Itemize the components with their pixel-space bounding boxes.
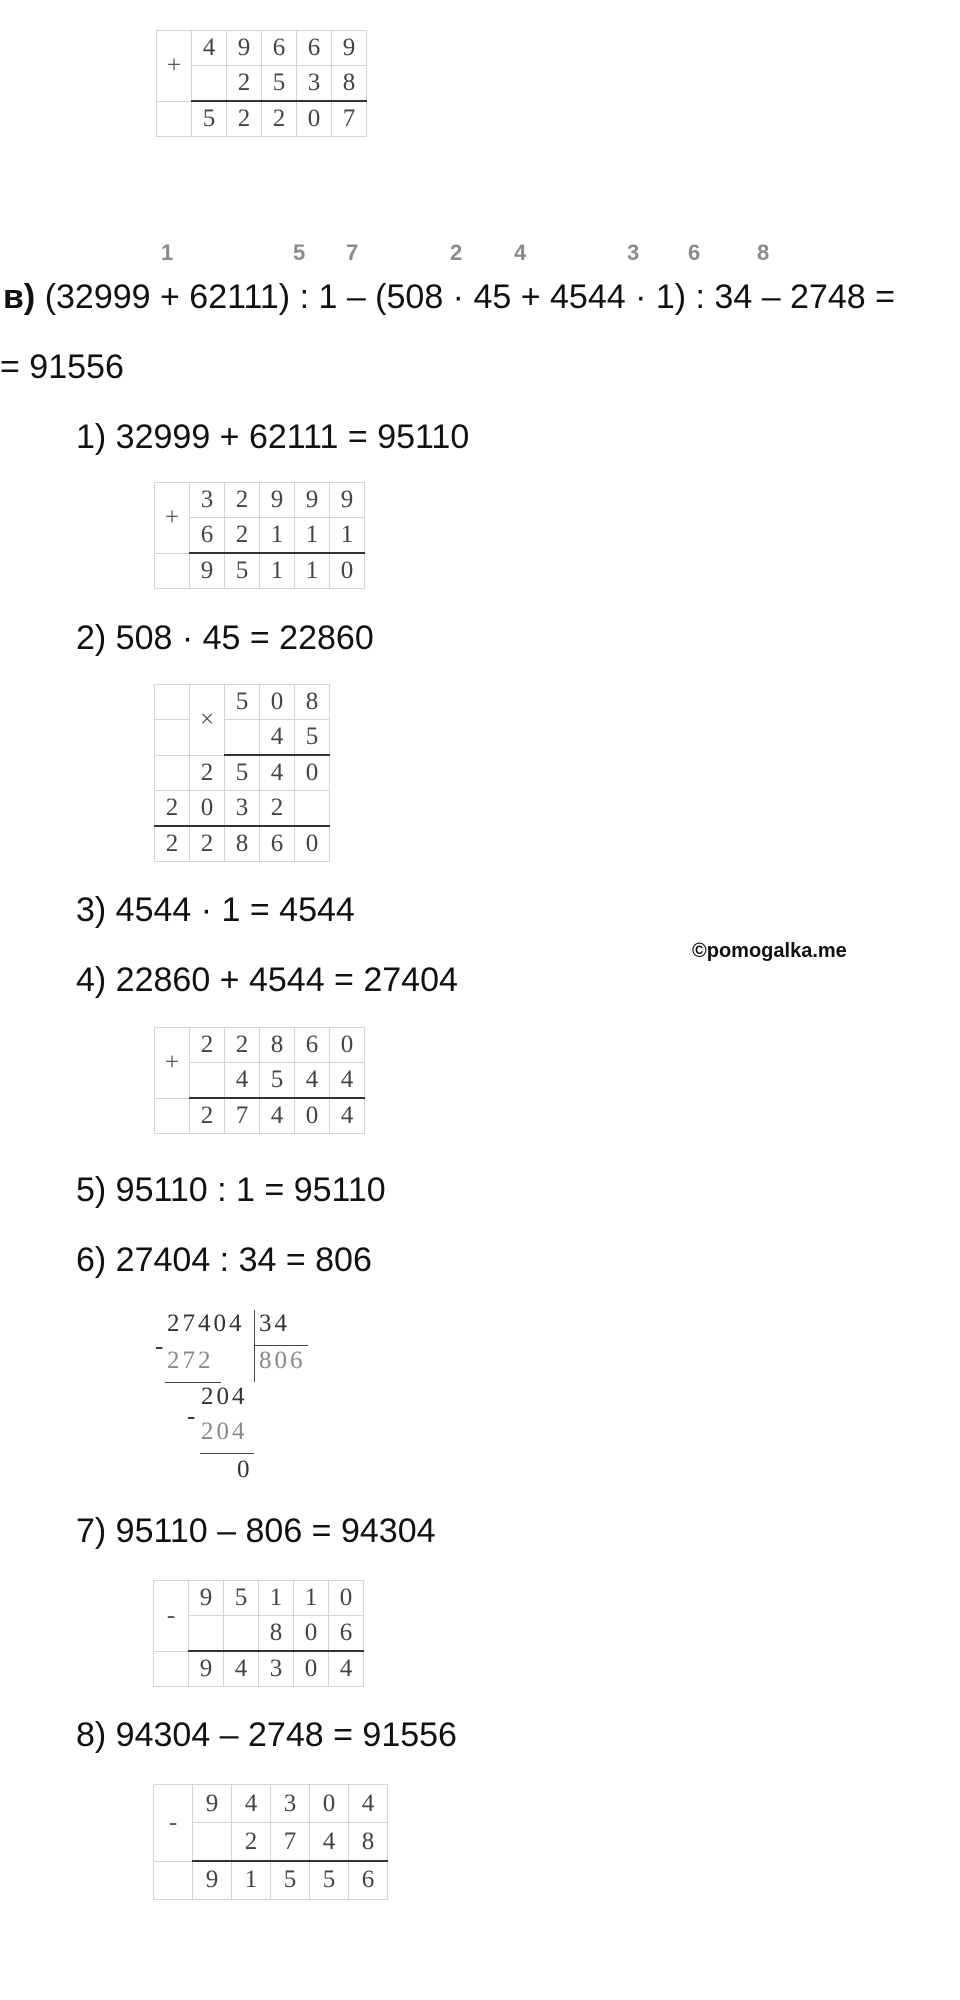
digit-cell: 6 <box>297 31 332 66</box>
digit-cell: 0 <box>330 1028 365 1063</box>
second-subtrahend: 204 <box>201 1418 248 1445</box>
empty-cell <box>154 1861 193 1899</box>
digit-cell: 2 <box>260 791 295 827</box>
result-cell: 0 <box>295 826 330 862</box>
digit-cell: 4 <box>260 720 295 756</box>
step-3: 3) 4544 · 1 = 4544 <box>76 891 355 929</box>
digit-cell: 5 <box>225 685 260 720</box>
empty-cell <box>155 1098 190 1134</box>
digit-cell: 6 <box>262 31 297 66</box>
digit-cell: 0 <box>295 755 330 791</box>
result-cell: 1 <box>232 1861 271 1899</box>
digit-cell: 1 <box>260 518 295 554</box>
result-cell: 1 <box>295 553 330 589</box>
problem-expression-line <box>3 277 895 317</box>
result-cell: 3 <box>259 1651 294 1687</box>
digit-cell <box>192 66 227 102</box>
dividend: 27404 <box>167 1310 245 1337</box>
empty-cell <box>155 685 190 720</box>
digit-cell: 8 <box>259 1616 294 1652</box>
digit-cell: 4 <box>349 1785 388 1823</box>
digit-cell: 8 <box>349 1823 388 1862</box>
result-cell: 6 <box>260 826 295 862</box>
result-cell: 0 <box>330 553 365 589</box>
step-6: 6) 27404 : 34 = 806 <box>76 1241 372 1279</box>
problem-expression: (32999 + 62111) : 1 – (508 · 45 + 4544 · 1) : 34 – 2748 = <box>44 278 895 316</box>
result-cell: 5 <box>310 1861 349 1899</box>
digit-cell <box>190 1063 225 1099</box>
result-cell: 6 <box>349 1861 388 1899</box>
result-cell: 5 <box>225 553 260 589</box>
digit-cell: 1 <box>259 1581 294 1616</box>
minus-sign: - <box>155 1333 167 1360</box>
digit-cell: 9 <box>189 1581 224 1616</box>
minus-sign: - <box>154 1785 193 1862</box>
result-cell: 2 <box>190 826 225 862</box>
digit-cell: 1 <box>330 518 365 554</box>
result-cell: 2 <box>262 101 297 137</box>
result-cell: 4 <box>260 1098 295 1134</box>
digit-cell: 2 <box>190 755 225 791</box>
result-cell: 4 <box>330 1098 365 1134</box>
first-subtrahend: 272 <box>167 1347 214 1374</box>
digit-cell: 2 <box>190 1028 225 1063</box>
plus-sign: + <box>155 1028 190 1099</box>
digit-cell: 4 <box>295 1063 330 1099</box>
result-cell: 2 <box>190 1098 225 1134</box>
divisor-underline <box>254 1345 308 1346</box>
digit-cell: 2 <box>227 66 262 102</box>
digit-cell: 4 <box>330 1063 365 1099</box>
digit-cell: 8 <box>332 66 367 102</box>
digit-cell: 9 <box>330 483 365 518</box>
digit-cell: 3 <box>297 66 332 102</box>
plus-sign: + <box>157 31 192 102</box>
digit-cell: 0 <box>260 685 295 720</box>
digit-cell <box>193 1823 232 1862</box>
digit-cell: 5 <box>295 720 330 756</box>
result-cell: 0 <box>297 101 332 137</box>
step-1: 1) 32999 + 62111 = 95110 <box>76 418 470 456</box>
empty-cell <box>154 1651 189 1687</box>
digit-cell: 8 <box>295 685 330 720</box>
digit-cell: 2 <box>225 518 260 554</box>
order-marker: 4 <box>514 240 527 265</box>
digit-cell: 0 <box>310 1785 349 1823</box>
digit-cell: 4 <box>232 1785 271 1823</box>
addition-table-step-1 <box>154 482 365 589</box>
step-8: 8) 94304 – 2748 = 91556 <box>76 1716 457 1754</box>
digit-cell: 5 <box>260 1063 295 1099</box>
digit-cell <box>189 1616 224 1652</box>
empty-cell <box>155 720 190 756</box>
result-cell: 4 <box>224 1651 259 1687</box>
digit-cell: 0 <box>190 791 225 827</box>
digit-cell: 5 <box>262 66 297 102</box>
digit-cell: 9 <box>295 483 330 518</box>
result-cell: 9 <box>190 553 225 589</box>
minus-sign: - <box>154 1581 189 1652</box>
digit-cell: 1 <box>294 1581 329 1616</box>
watermark: ©pomogalka.me <box>692 940 847 962</box>
step-4: 4) 22860 + 4544 = 27404 <box>76 961 458 999</box>
digit-cell: 4 <box>260 755 295 791</box>
digit-cell: 5 <box>225 755 260 791</box>
top-addition-table <box>156 30 367 137</box>
digit-cell: 0 <box>294 1616 329 1652</box>
digit-cell: 3 <box>225 791 260 827</box>
first-remainder: 204 <box>201 1383 248 1410</box>
result-cell: 5 <box>192 101 227 137</box>
digit-cell: 7 <box>271 1823 310 1862</box>
digit-cell: 8 <box>260 1028 295 1063</box>
order-marker: 6 <box>688 240 701 265</box>
digit-cell: 9 <box>227 31 262 66</box>
digit-cell: 2 <box>225 1028 260 1063</box>
quotient: 806 <box>259 1347 306 1374</box>
digit-cell: 3 <box>190 483 225 518</box>
result-cell: 8 <box>225 826 260 862</box>
division-vertical-line <box>254 1310 255 1382</box>
order-marker: 1 <box>161 240 174 265</box>
minus-sign: - <box>187 1403 199 1430</box>
problem-label: в) <box>3 278 36 316</box>
digit-cell: 2 <box>155 791 190 827</box>
result-cell: 5 <box>271 1861 310 1899</box>
digit-cell: 9 <box>193 1785 232 1823</box>
result-cell: 7 <box>225 1098 260 1134</box>
result-cell: 9 <box>189 1651 224 1687</box>
result-cell: 2 <box>155 826 190 862</box>
digit-cell: 6 <box>295 1028 330 1063</box>
subtraction-table-step-7 <box>153 1580 364 1687</box>
empty-cell <box>155 553 190 589</box>
digit-cell: 4 <box>192 31 227 66</box>
digit-cell: 1 <box>295 518 330 554</box>
subtraction-table-step-8 <box>153 1784 388 1900</box>
result-cell: 9 <box>193 1861 232 1899</box>
digit-cell: 4 <box>225 1063 260 1099</box>
digit-cell <box>225 720 260 756</box>
empty-cell <box>157 101 192 137</box>
long-division <box>155 1310 325 1490</box>
order-marker: 2 <box>450 240 463 265</box>
addition-table-step-4 <box>154 1027 365 1134</box>
result-cell: 7 <box>332 101 367 137</box>
digit-cell: 6 <box>329 1616 364 1652</box>
result-cell: 4 <box>329 1651 364 1687</box>
digit-cell: 9 <box>260 483 295 518</box>
multiplication-table-step-2 <box>154 684 330 862</box>
order-marker: 7 <box>346 240 359 265</box>
digit-cell: 2 <box>225 483 260 518</box>
digit-cell: 0 <box>329 1581 364 1616</box>
step-7: 7) 95110 – 806 = 94304 <box>76 1512 436 1550</box>
result-cell: 0 <box>295 1098 330 1134</box>
digit-cell: 3 <box>271 1785 310 1823</box>
divisor: 34 <box>259 1310 290 1337</box>
digit-cell: 5 <box>224 1581 259 1616</box>
digit-cell: 6 <box>190 518 225 554</box>
times-sign: × <box>190 685 225 756</box>
digit-cell: 4 <box>310 1823 349 1862</box>
plus-sign: + <box>155 483 190 554</box>
step-5: 5) 95110 : 1 = 95110 <box>76 1171 386 1209</box>
order-marker: 8 <box>757 240 770 265</box>
subtraction-line <box>200 1453 254 1454</box>
result-cell: 1 <box>260 553 295 589</box>
digit-cell <box>224 1616 259 1652</box>
result-cell: 2 <box>227 101 262 137</box>
digit-cell: 2 <box>232 1823 271 1862</box>
digit-cell: 9 <box>332 31 367 66</box>
digit-cell <box>295 791 330 827</box>
step-2: 2) 508 · 45 = 22860 <box>76 619 374 657</box>
order-marker: 3 <box>627 240 640 265</box>
final-remainder: 0 <box>237 1456 253 1483</box>
result-cell: 0 <box>294 1651 329 1687</box>
empty-cell <box>155 755 190 791</box>
order-marker: 5 <box>293 240 306 265</box>
problem-answer: = 91556 <box>0 348 124 386</box>
